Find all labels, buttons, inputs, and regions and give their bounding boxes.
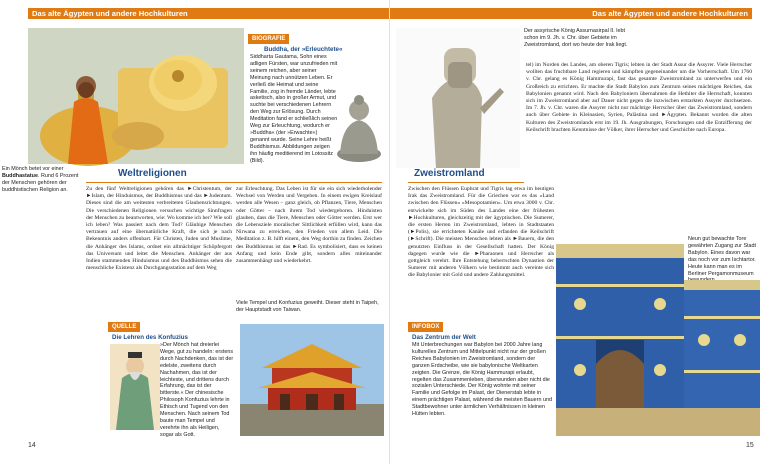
section-title-zweistromland: Zweistromland [414,168,485,179]
caption-part-2: . Rund 6 Prozent der Menschen gehören der buddhistischen Religion an. [2,172,79,193]
chapter-header-left: Das alte Ägypten und andere Hochkulturen [28,8,390,19]
left-text-column-1: Zu den fünf Weltreligionen gehören das ►Christentum, der ►Islam, der Hinduismus, der Buddhismus und das ►Judentum. Dieses sind die am weitesten verbreiteten Glaubensrichtungen. Die verschiedenen Religionen versuchen wichtige Sinnfragen der Menschen zu beantworten, wie: Wo komme ich her? Wie soll ich leben? Was passiert nach dem Tod? Gläubige Menschen vertrauen auf eine übernatürliche Kraft, die sich je nach Bekenntnis anders offenbart. Für Christen, Juden und Muslime, die Anhänger des Islams, ordnet ein allmächtiger Schöpfergott das Universum und leitet die Menschen. Anhänger der aus Indien stammenden Hinduismus und des Buddhismus sehen die menschliche Existenz als Durchgangsstation auf dem Weg [86,186,232,272]
caption-keyword: Buddhastatue [2,172,38,179]
left-text-column-2: zur Erleuchtung. Das Leben ist für sie ein sich wiederholender Wechsel von Werden und Vergehen. In einem ewigen Kreislauf werden alle Wesen – ganz gleich, ob Pflanzen, Tiere, Menschen oder Götter – nach ihrem Tod wiedergeboren. Hinduisten glauben, dass die Tiere, Menschen oder Götter werden. Erst wer die Lebensziele moralischer Sittlichkeit erfüllen wird, kann das Nirwana zu erreichen, den Frieden von allem Leid. Die Meditation z. B. hilft einem, den Weg dorthin zu finden. Zeichen des Buddhismus ist das ►Rad. Es symbolisiert, dass es keinen Anfang und kein Ende gibt, sondern alles miteinander zusammenhängt und wiederkehrt. [236,186,382,265]
right-page [390,0,780,464]
biografie-title: Buddha, der »Erleuchtete« [264,46,343,53]
infobox-label: INFOBOX [408,322,443,332]
section-title-weltreligionen: Weltreligionen [118,168,187,179]
quelle-text: »Der Mönch hat dreierlei Wege, gut zu handeln: erstens durch Nachdenken, das ist der edelste, zweitens durch Nachahmen, das ist der leichteste, und drittens durch Erfahrung, das ist der bitterste.« Der chinesische Philosoph Konfuzius lehrte in Ethisch und Tugend von den Menschen. Nach seinem Tod baute man Tempel und verehrte ihn als Heiligen, sogar als Gott. [160,342,234,438]
quelle-title: Die Lehren des Konfuzius [112,334,188,341]
infobox-title: Das Zentrum der Welt [412,334,476,341]
biografie-box [246,34,382,162]
monk-photo-caption [2,166,82,194]
chapter-header-right: Das alte Ägypten und andere Hochkulturen [390,8,752,19]
infobox [408,322,552,434]
biografie-text: Siddharta Gautama, Sohn eines adligen Fürsten, war unzufrieden mit seinem reichen, aber seiner Meinung nach unnützen Leben. Er verließ die Heimat und seine Familie, zog in fremde Länder, lebte asketisch, also in großer Armut, und suchte bei verschiedenen Lehrern den Weg zur Erlösung. Durch Meditation fand er schließlich seinen Weg zur Erleuchtung, wodurch er »Buddha« (der »Erwachte«) genannt wurde. Seine Lehre heißt Buddhismus. Abbildungen zeigen ihn häufig meditierend im Lotossitz (Bild). [250,54,338,164]
section-divider-right [408,182,524,183]
section-divider-left [86,182,382,183]
quelle-box [108,322,236,438]
konfuzius-illustration [110,344,160,430]
page-number-right: 15 [746,442,754,449]
ischtartor-walls [684,280,760,436]
right-text-column-1: Zwischen den Flüssen Euphrat und Tigris lag etwa im heutigen Irak das Zweistromland. Für die Griechen war es das »Land zwischen den Flüssen« »Mesopotamien«. Um etwa 3000 v. Chr. entwickelte sich im Süden des Landes eine der frühesten ►Hochkulturen, gleichzeitig mit der ägyptischen. Die Sumerer, die ersten Herren im Zweistromland, lebten in Stadtstaaten (►Polis), sie errichteten Kanäle und erfanden die Keilschrift (►Schrift). Die meisten Menschen lebten als ►Bauern, die den genutzten Einfluss in der Gesellschaft hatten. Der König dagegen wurde wie die ►Pharaonen und Herrscher als gottgleich verehrt. Ihre Entstehung beherrschten Dynastien der Sumerer mit anderen Völkern wie bestimmt auch vereinte sich die Babylonier mit Gold und andere Zahlungsmittel. [408,186,554,279]
monk-buddha-photo [28,28,244,164]
biografie-label: BIOGRAFIE [248,34,289,44]
ischtartor-caption: Neun gut bewachte Tore gewährten Zugang zur Stadt Babylon. Eines davon war das noch vor zum Ischtartor. Heute kann man es im Berliner Pergamonmuseum [688,236,757,277]
ischtartor-illustration [556,244,684,436]
page-number-left: 14 [28,442,36,449]
infobox-text: Mit Unterbrechungen war Babylon bei 2000 Jahre lang kulturelles Zentrum und Mittelpunkt nicht nur der großen Reiches Babylonien im Zweistromland, sondern der ganzen Erdscheibe, wie sie babylonische Weltkarten zeigten. Die Grenze, die König Hammurapi erlaubt, regelten das Zusammenleben, überwunden aber nicht die sozialen Unterschiede. Der König wohnte mit seiner Familie und Gefolge im Palast, der Dienerstab lebte in einem prächtigen Palast, während die meisten Bauern und Stadtbewohner unter ärmlichen Verhältnissen in kleinen Hütten lebten. [412,342,552,418]
assurnasirpal-statue-photo [396,28,520,168]
right-text-top: tel) im Norden des Landes, am oberen Tigris; lebten in der Stadt Assur die Assyrer. Viele Herrscher wollten das fruchtbare Land regieren und kämpften gegeneinander um die Vorherrschaft. Um 1760 v. Chr. gelang es König Hammurapi, fast das gesamte Zweistromland zu unterwerfen und ein Großreich zu errichten. Er machte die Stadt Babylon zum Zentrum seines mächtigen Reiches, das Babylonien genannt wird. Nach den Babyloniern übernahmen die Hethiter die Herrschaft, konnten sich im Zweistromland aber auf Dauer nicht gegen die inzwischen erstarkten Assyrer durchsetzen. Im 7. Jh. v. Chr. waren die Assyrer nicht nur mächtige Herrscher über das Zweistromland, sondern auch über Gebiete in Kleinasien, Syrien, Palästina und ►Ägypten. Bekannt wurden die alten Kulturen des Zweistromlands erst im 19. Jh. Ausgrabungen, Forschungen und die Entzifferung der Keilschrift brachten Kenntnisse der Völker, ihrer Herrscher und Geschichte nach Europa. [526,62,752,133]
assurnasirpal-caption: Der assyrische König Assurnasirpal II. lebt schon im 9. Jh. v. Chr. über Gebiete im Zweistromland, dort wo heute der Irak liegt. [524,28,628,48]
buddha-statue-illustration [336,90,382,162]
quelle-label: QUELLE [108,322,140,332]
temple-caption: Viele Tempel und Konfuzius geweiht. Dieser steht in Taipeh, der Hauptstadt von Taiwan. [236,300,379,313]
caption-part-1: Ein Mönch betet vor einer [2,166,64,172]
taipeh-temple-photo [240,324,384,436]
